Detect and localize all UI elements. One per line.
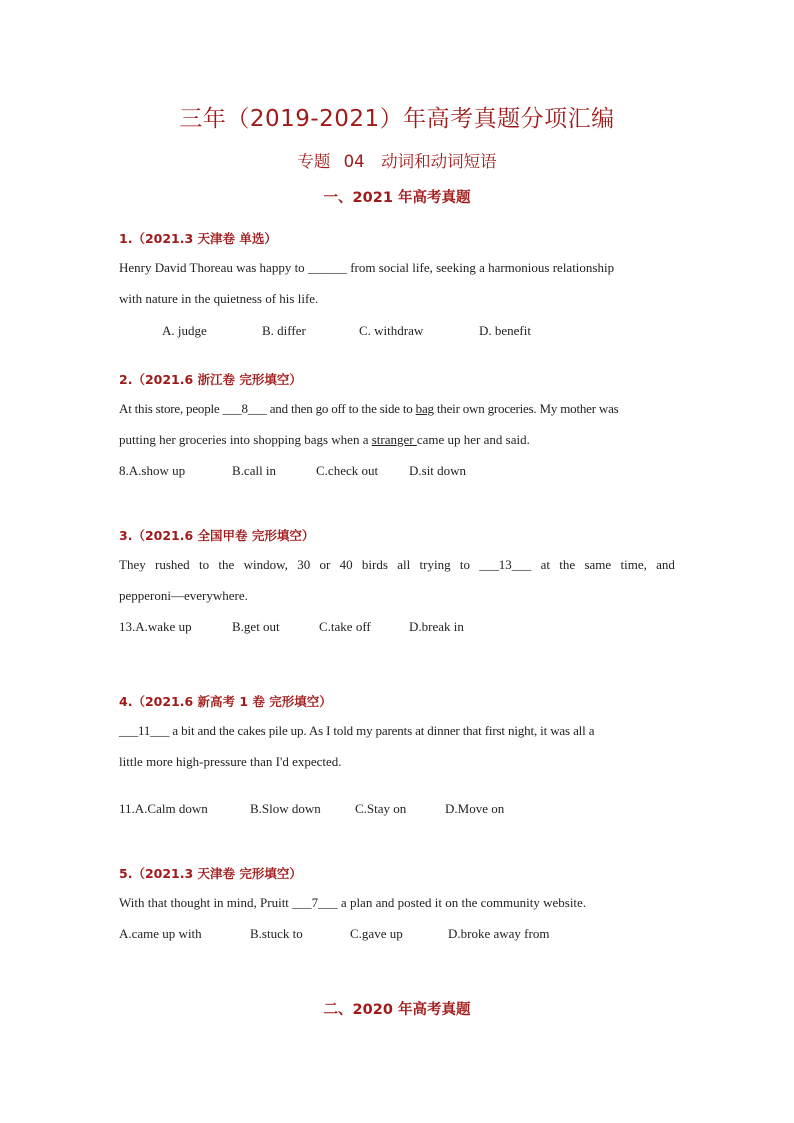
question-5-option-c: C.gave up	[350, 926, 403, 941]
question-2-blank: ___8___	[222, 401, 267, 416]
question-2-underlined-word: bag	[415, 401, 434, 416]
question-1-blank: ______	[307, 260, 347, 275]
question-3-word: 40	[339, 557, 353, 572]
question-4-blank: ___11___	[119, 723, 170, 738]
question-2-option-d: D.sit down	[409, 463, 467, 478]
question-3-option-b: B.get out	[232, 619, 280, 634]
question-3-option-c: C.take off	[319, 619, 371, 634]
question-3-word: at	[540, 557, 550, 572]
question-2-text-d: putting her groceries into shopping bags when a	[119, 432, 372, 447]
question-4-text-line1	[119, 723, 594, 739]
question-3-word: window,	[243, 557, 288, 572]
question-2-text-e: came up her and said.	[416, 432, 530, 447]
question-4-option-a: 11.A.Calm down	[119, 801, 208, 816]
question-2-text-line2	[119, 432, 530, 448]
question-4-option-b: B.Slow down	[250, 801, 321, 816]
question-3-option-a: 13.A.wake up	[119, 619, 192, 634]
question-3-text-line2: pepperoni—everywhere.	[119, 588, 248, 603]
question-3-word: 30	[297, 557, 311, 572]
question-3-word: the	[218, 557, 235, 572]
question-3-word: all	[397, 557, 411, 572]
question-3-word: time,	[620, 557, 647, 572]
question-3-heading: 3.（2021.6 全国甲卷 完形填空）	[119, 528, 315, 543]
question-5-text-b: a plan and posted it on the community website.	[337, 895, 587, 910]
question-3-blank: ___13___	[479, 557, 532, 572]
question-3-word: trying	[419, 557, 451, 572]
question-5-option-d: D.broke away from	[448, 926, 550, 941]
question-3-word: birds	[361, 557, 388, 572]
section-heading-2021: 一、2021 年高考真题	[323, 190, 471, 206]
question-4-heading: 4.（2021.6 新高考 1 卷 完形填空）	[119, 694, 332, 709]
question-3-word: or	[319, 557, 331, 572]
question-1-option-a: A. judge	[162, 323, 207, 338]
question-3-option-d: D.break in	[409, 619, 464, 634]
question-4-option-c: C.Stay on	[355, 801, 407, 816]
question-5-blank: ___7___	[292, 895, 338, 910]
question-3-word: They	[119, 557, 146, 572]
question-3-word: the	[559, 557, 576, 572]
question-5-option-b: B.stuck to	[250, 926, 303, 941]
question-1-option-b: B. differ	[262, 323, 306, 338]
page-subtitle: 专题 04 动词和动词短语	[297, 152, 497, 171]
question-1-option-c: C. withdraw	[359, 323, 424, 338]
question-5-option-a: A.came up with	[119, 926, 202, 941]
question-5-text-line1	[119, 895, 586, 911]
section-heading-2020: 二、2020 年高考真题	[323, 1002, 471, 1018]
question-2-option-c: C.check out	[316, 463, 379, 478]
question-3-word: rushed	[155, 557, 190, 572]
question-1-option-d: D. benefit	[479, 323, 531, 338]
question-4-text-line2: little more high-pressure than I'd expected.	[119, 754, 342, 769]
question-2-text-line1	[119, 401, 619, 417]
question-2-heading: 2.（2021.6 浙江卷 完形填空）	[119, 372, 302, 387]
question-5-heading: 5.（2021.3 天津卷 完形填空）	[119, 866, 302, 881]
page-title: 三年（2019-2021）年高考真题分项汇编	[179, 106, 615, 132]
question-4-text-b: a bit and the cakes pile up. As I told my parents at dinner that first night, it was all a	[169, 723, 595, 738]
question-4-option-d: D.Move on	[445, 801, 505, 816]
question-2-underlined-word-2: stranger	[371, 432, 417, 447]
question-1-heading: 1.（2021.3 天津卷 单选）	[119, 231, 277, 246]
question-2-text-a: At this store, people	[119, 401, 223, 416]
question-3-text-line1	[119, 557, 675, 573]
question-5-text-a: With that thought in mind, Pruitt	[119, 895, 293, 910]
question-2-text-c: their own groceries. My mother was	[433, 401, 619, 416]
question-3-word: and	[656, 557, 675, 572]
question-3-word: to	[198, 557, 210, 572]
question-1-text-line1	[119, 260, 614, 276]
question-2-option-b: B.call in	[232, 463, 277, 478]
question-1-text-line2: with nature in the quietness of his life.	[119, 291, 319, 306]
question-2-text-b: and then go off to the side to	[266, 401, 416, 416]
question-2-option-a: 8.A.show up	[119, 463, 186, 478]
question-1-text-b: from social life, seeking a harmonious relationship	[346, 260, 615, 275]
question-3-word: to	[459, 557, 470, 572]
question-3-word: same	[584, 557, 612, 572]
question-1-text-a: Henry David Thoreau was happy to	[119, 260, 308, 275]
